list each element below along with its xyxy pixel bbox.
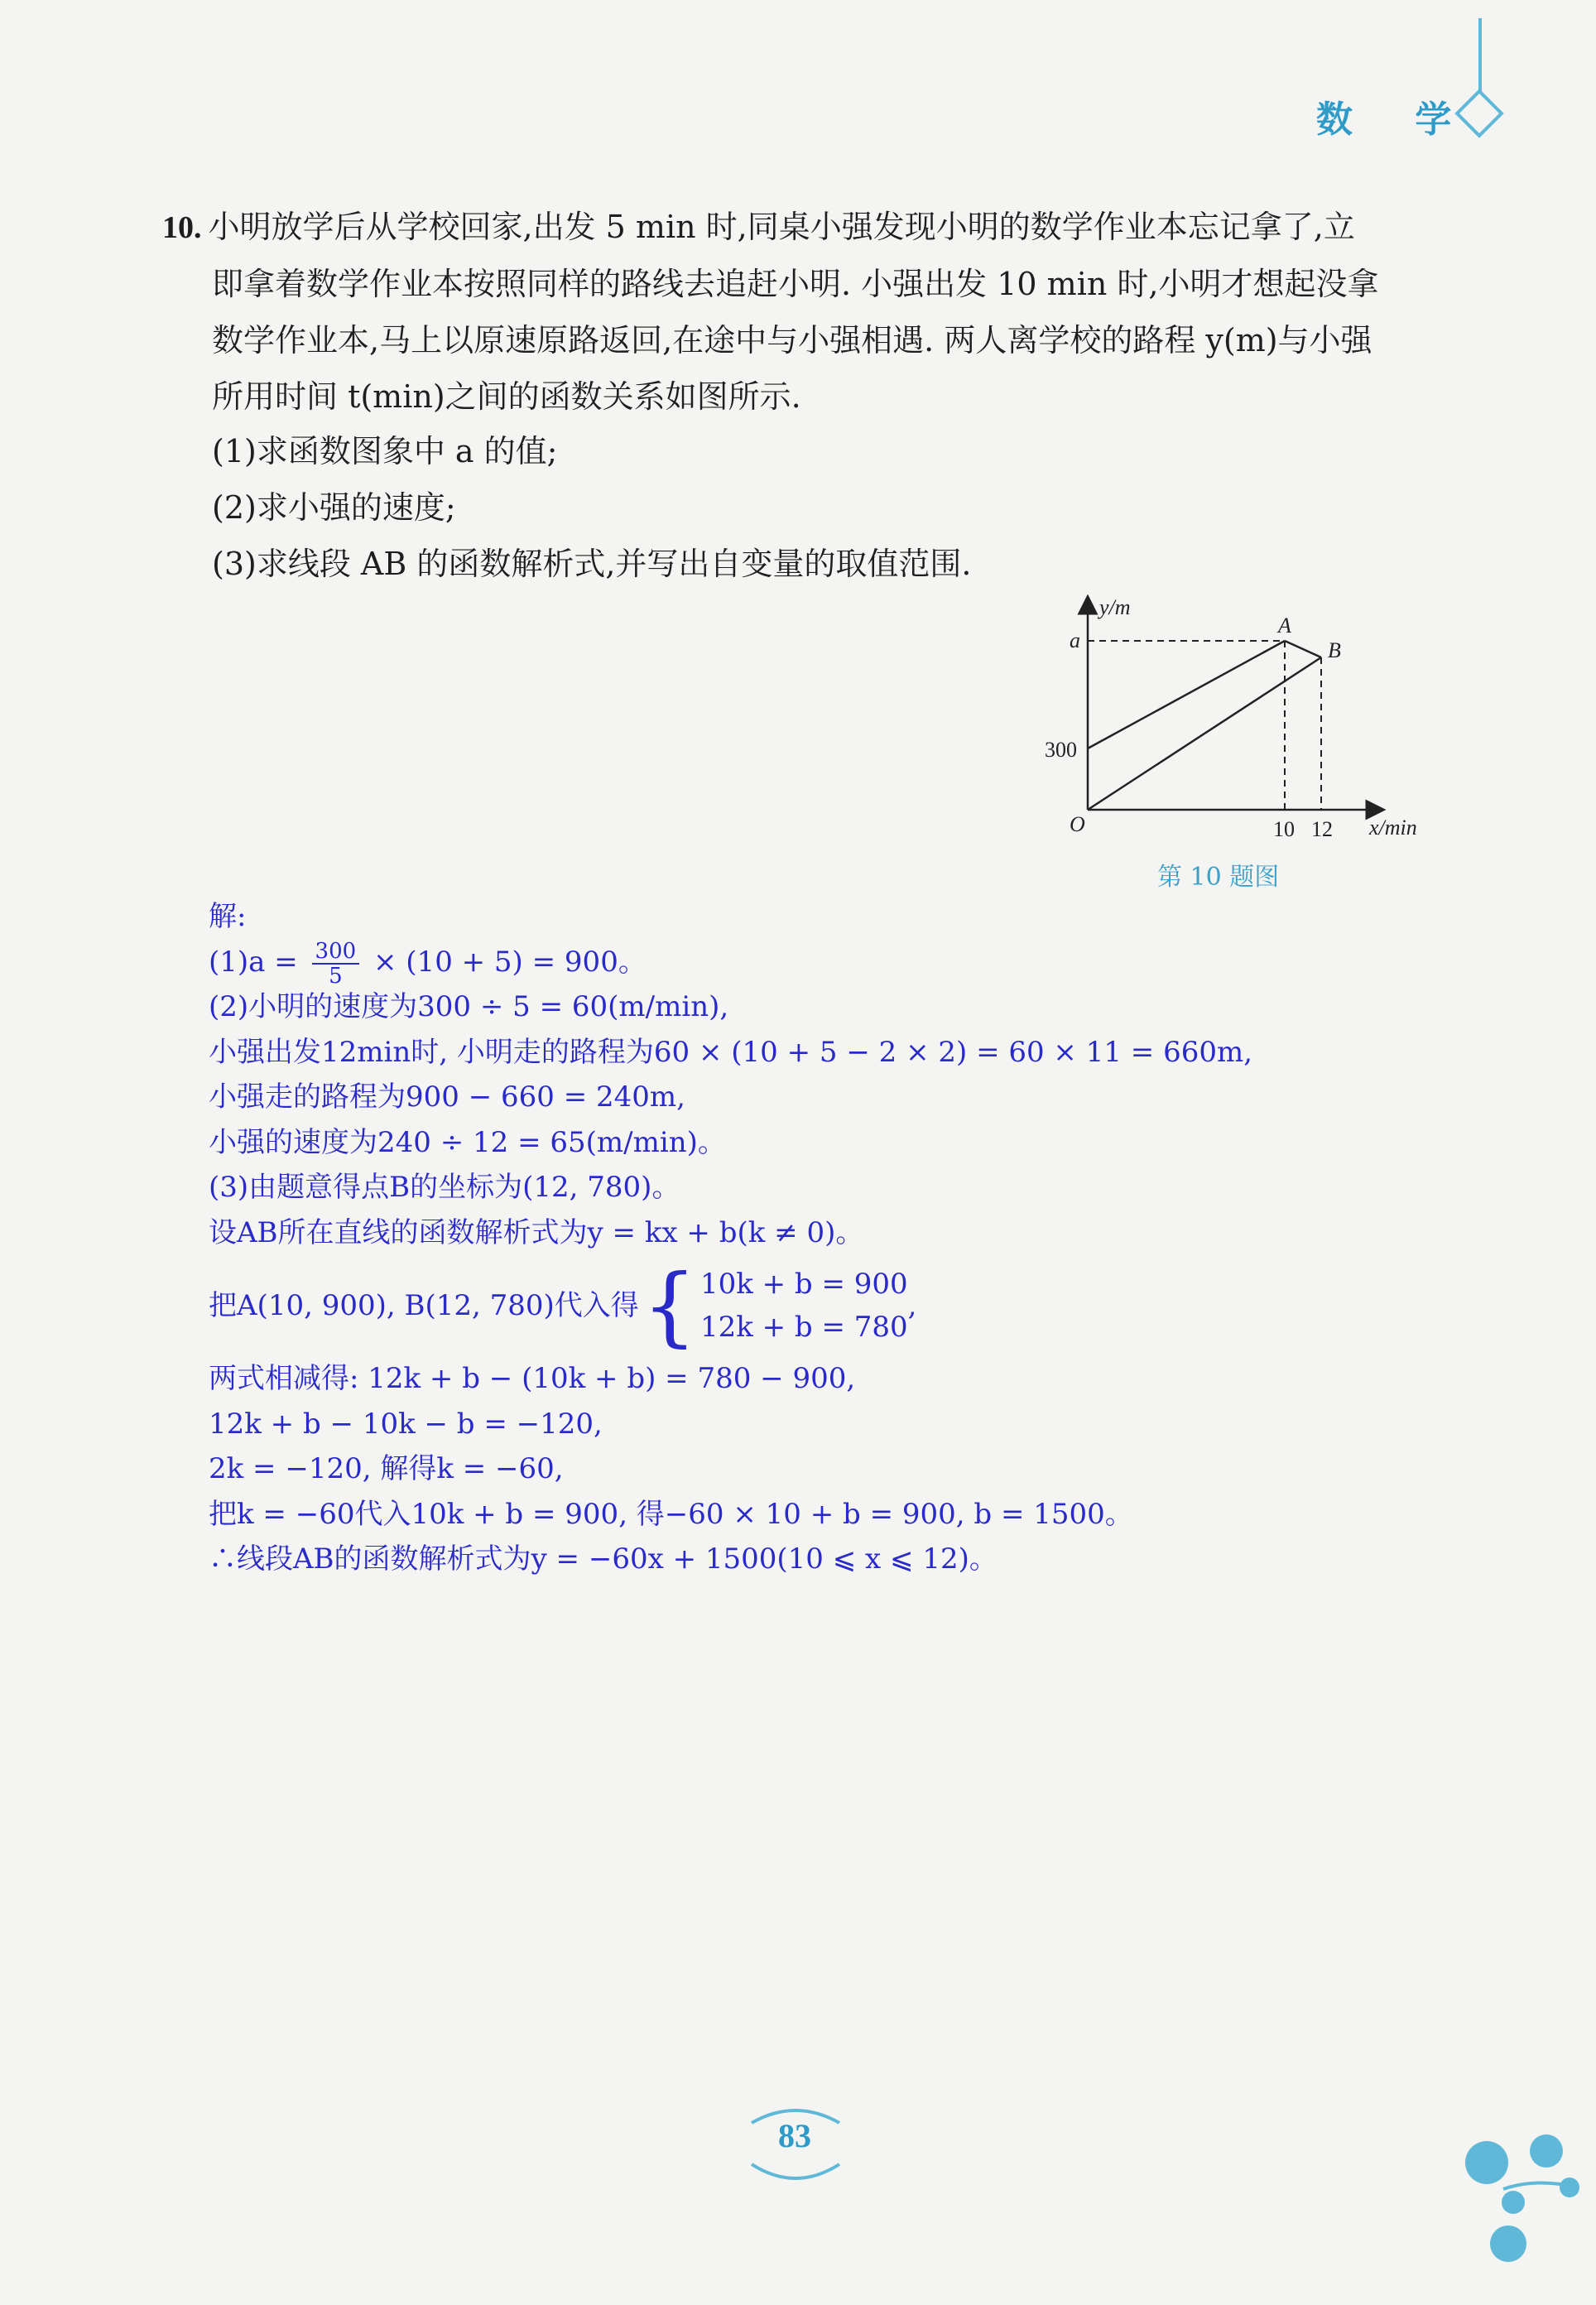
answer-line-4: 小强走的路程为900 − 660 = 240m, — [209, 1080, 685, 1114]
subject-title: 数 学 — [1316, 99, 1477, 141]
tick-label-a: a — [1070, 628, 1080, 652]
question-line-4: 所用时间 t(min)之间的函数关系如图所示. — [212, 378, 801, 415]
origin-label: O — [1070, 812, 1085, 836]
y-axis-label: y/m — [1099, 595, 1131, 619]
tick-label-12: 12 — [1311, 817, 1333, 841]
sub-question-1: (1)求函数图象中 a 的值; — [212, 433, 558, 469]
answer-line-9: 两式相减得: 12k + b − (10k + b) = 780 − 900, — [209, 1362, 856, 1395]
tick-label-10: 10 — [1273, 817, 1295, 841]
figure-caption: 第 10 题图 — [1157, 863, 1280, 892]
page-number: 83 — [778, 2117, 811, 2154]
sub-question-3: (3)求线段 AB 的函数解析式,并写出自变量的取值范围. — [212, 546, 972, 582]
sub-question-2: (2)求小强的速度; — [212, 489, 456, 526]
answer-block — [209, 894, 1450, 1582]
answer-heading: 解: — [209, 900, 247, 933]
xiaoming-line — [1088, 641, 1285, 748]
answer-line-12: 把k = −60代入10k + b = 900, 得−60 × 10 + b = 900, b = 1500。 — [209, 1497, 1133, 1531]
xiaoqiang-line — [1088, 657, 1321, 810]
equation-system: 10k + b = 900 12k + b = 780 — [699, 1268, 908, 1344]
answer-line-5: 小强的速度为240 ÷ 12 = 65(m/min)。 — [209, 1125, 726, 1159]
answer-line-13: ∴线段AB的函数解析式为y = −60x + 1500(10 ⩽ x ⩽ 12)。 — [209, 1542, 997, 1576]
tick-label-300: 300 — [1045, 738, 1077, 762]
header-decoration-line — [1478, 18, 1482, 91]
answer-line-7: 设AB所在直线的函数解析式为y = kx + b(k ≠ 0)。 — [209, 1215, 864, 1249]
question-line-2: 即拿着数学作业本按照同样的路线去追赶小明. 小强出发 10 min 时,小明才想起没拿 — [212, 266, 1379, 302]
answer-line-2: (2)小明的速度为300 ÷ 5 = 60(m/min), — [209, 990, 729, 1023]
question-10 — [162, 199, 1437, 425]
fraction: $\frac{300}{5}$ — [312, 940, 360, 988]
decorative-dots-icon — [1454, 2120, 1596, 2302]
answer-line-3: 小强出发12min时, 小明走的路程为60 × (10 + 5 − 2 × 2) = 60 × 11 = 660m, — [209, 1035, 1253, 1069]
answer-line-10: 12k + b − 10k − b = −120, — [209, 1407, 603, 1441]
equation-system-row: 把A(10, 900), B(12, 780)代入得 { 10k + b = 900 12k + b = 780 , — [209, 1255, 917, 1356]
brace-icon: { — [642, 1255, 697, 1356]
answer-line-6: (3)由题意得点B的坐标为(12, 780)。 — [209, 1171, 680, 1204]
answer-part-1: (1)a = $\frac{300}{5}$ × (10 + 5) = 900。 — [209, 938, 647, 989]
point-label-b: B — [1328, 638, 1341, 662]
answer-line-11: 2k = −120, 解得k = −60, — [209, 1452, 564, 1485]
point-label-a: A — [1278, 614, 1291, 638]
question-line-1: 10. 小明放学后从学校回家,出发 5 min 时,同桌小强发现小明的数学作业本忘记拿了,立 — [162, 209, 1355, 245]
question-line-3: 数学作业本,马上以原速原路返回,在途中与小强相遇. 两人离学校的路程 y(m)与小强 — [212, 322, 1372, 359]
x-axis-label: x/min — [1369, 816, 1417, 840]
question-number: 10. — [162, 210, 202, 245]
segment-ab — [1285, 641, 1321, 657]
function-graph — [1035, 594, 1449, 893]
